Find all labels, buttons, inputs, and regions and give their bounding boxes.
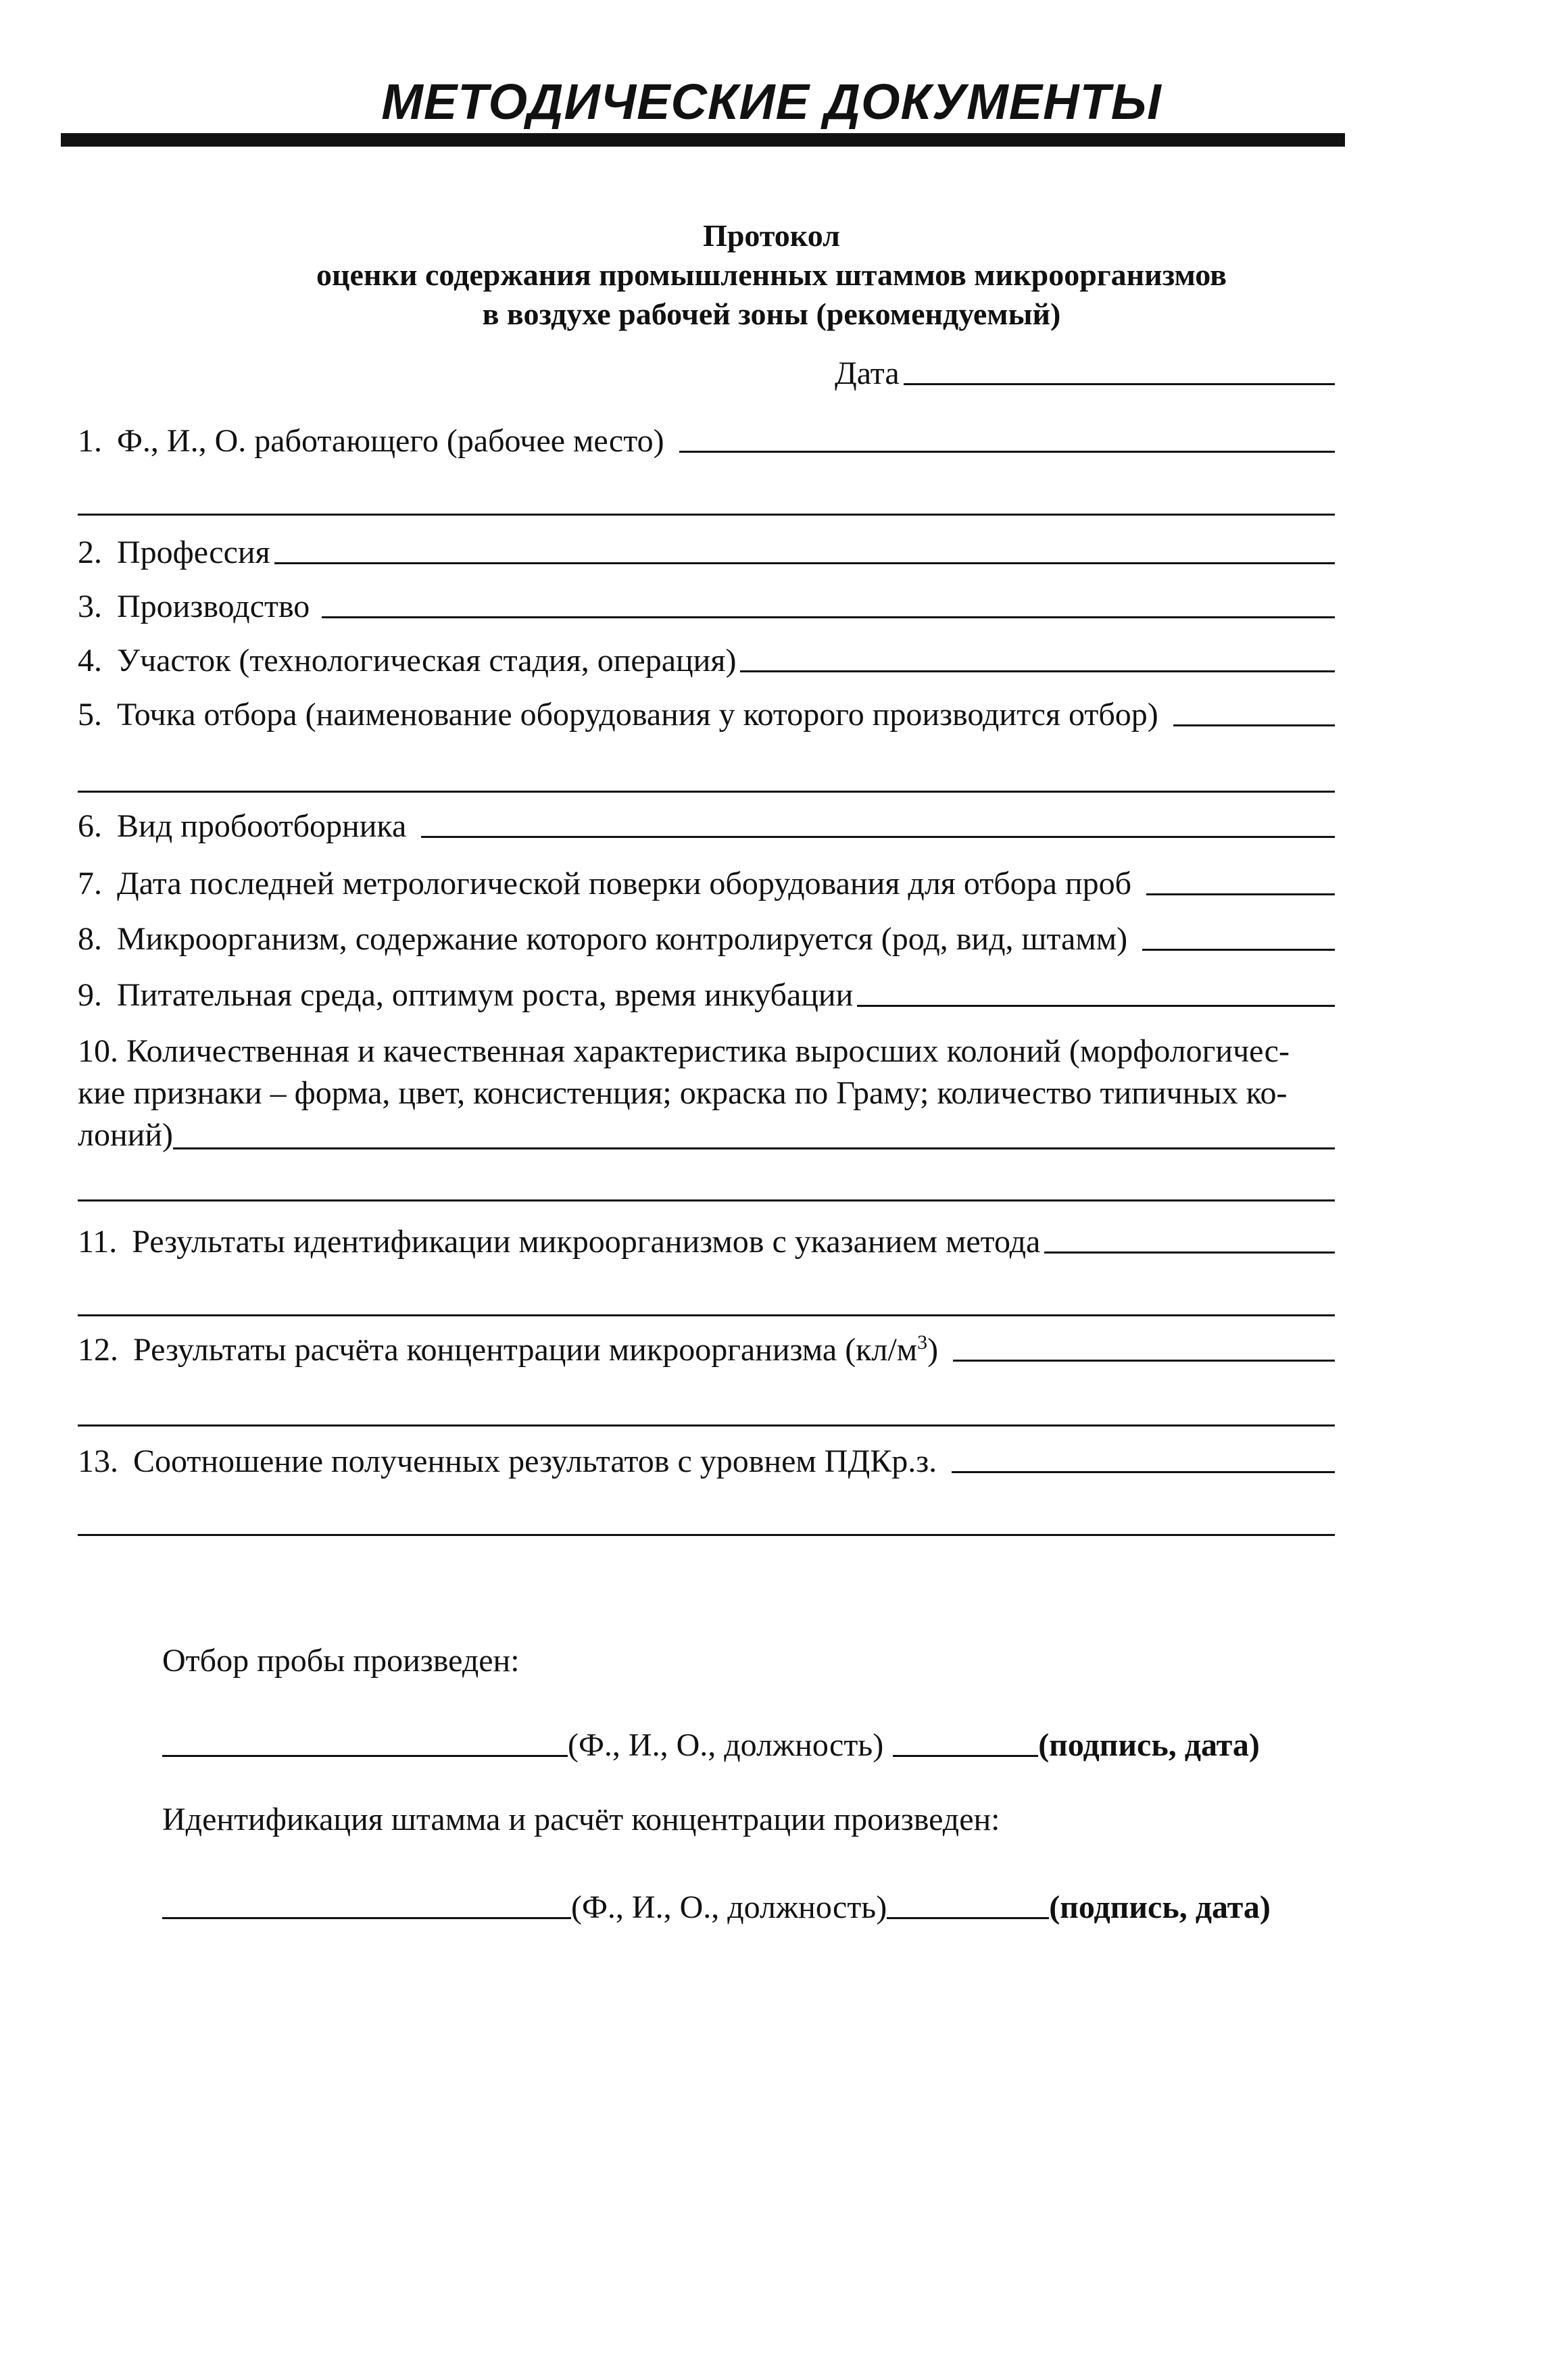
field-section[interactable] [78, 642, 1335, 679]
paragraph-line [78, 1031, 1335, 1072]
item-label: Питательная среда, оптимум роста, время инкубации [117, 977, 854, 1013]
item-number: 13. [78, 1443, 118, 1479]
date-label: Дата [835, 355, 900, 391]
item-label: Профессия [117, 535, 270, 570]
name-blank[interactable] [162, 1755, 568, 1757]
item-blank[interactable] [857, 1005, 1335, 1007]
identification-signature-row[interactable] [162, 1889, 1338, 1926]
item-label: Вид пробоотборника [117, 808, 407, 844]
item-label: Участок (технологическая стадия, операция) [117, 643, 737, 678]
date-blank[interactable] [904, 383, 1335, 385]
field-microorganism[interactable] [78, 920, 1335, 958]
protocol-title [0, 216, 1543, 334]
item-number: 4. [78, 643, 102, 678]
item-blank[interactable] [1142, 949, 1335, 951]
sampling-signature-row[interactable] [162, 1727, 1338, 1764]
field-production[interactable] [78, 588, 1335, 625]
continuation-line[interactable] [78, 1424, 1335, 1427]
item-blank[interactable] [421, 836, 1335, 838]
item-label: Результаты идентификации микроорганизмов с указанием метода [132, 1224, 1041, 1260]
continuation-line[interactable] [78, 791, 1335, 793]
sampling-performed-label: Отбор пробы произведен: [162, 1643, 520, 1679]
item-number: 1. [78, 423, 102, 459]
field-colony-characteristics[interactable] [78, 1031, 1335, 1156]
continuation-line[interactable] [78, 1534, 1335, 1536]
signature-date-caption: (подпись, дата) [1038, 1727, 1260, 1763]
item-number: 6. [78, 808, 102, 844]
continuation-line[interactable] [78, 1199, 1335, 1201]
item-number: 5. [78, 697, 102, 733]
field-sampler-type[interactable] [78, 808, 1335, 845]
paragraph-line [78, 1114, 1335, 1156]
item-number: 9. [78, 977, 102, 1013]
item-number: 8. [78, 921, 102, 957]
item-number: 11. [78, 1224, 118, 1260]
field-worker-name[interactable] [78, 422, 1335, 460]
item-blank[interactable] [952, 1471, 1335, 1473]
field-verification-date[interactable] [78, 865, 1335, 902]
item-number: 3. [78, 589, 102, 624]
item-number: 7. [78, 866, 102, 901]
field-pdk-ratio[interactable] [78, 1443, 1335, 1480]
item-label: Соотношение полученных результатов с уровнем ПДКр.з. [133, 1443, 937, 1479]
superscript-exponent: 3 [917, 1331, 928, 1354]
continuation-line[interactable] [78, 514, 1335, 516]
item-label-end: ) [927, 1332, 939, 1368]
name-blank[interactable] [162, 1917, 571, 1919]
item-blank[interactable] [1044, 1251, 1335, 1254]
item-blank[interactable] [322, 616, 1335, 618]
item-blank[interactable] [173, 1147, 1335, 1149]
item-label: Дата последней метрологической поверки оборудования для отбора проб [117, 866, 1132, 901]
paragraph-line [78, 1072, 1335, 1114]
item-label: кие признаки – форма, цвет, консистенция; окраска по Граму; количество типичных ко- [78, 1075, 1288, 1111]
item-number: 12. [78, 1332, 118, 1368]
signature-blank[interactable] [887, 1917, 1049, 1919]
header-rule [61, 133, 1345, 147]
date-field[interactable] [835, 355, 1335, 392]
name-position-caption: (Ф., И., О., должность) [571, 1889, 887, 1925]
header-title: МЕТОДИЧЕСКИЕ ДОКУМЕНТЫ [381, 74, 1162, 130]
item-blank[interactable] [679, 451, 1335, 453]
signature-blank[interactable] [893, 1755, 1038, 1757]
signature-date-caption: (подпись, дата) [1049, 1889, 1271, 1925]
protocol-title-line: в воздухе рабочей зоны (рекомендуемый) [482, 297, 1061, 331]
item-label: Количественная и качественная характеристика выросших колоний (морфологичес- [126, 1033, 1290, 1069]
field-identification-results[interactable] [78, 1223, 1335, 1260]
item-label: Ф., И., О. работающего (рабочее место) [117, 423, 664, 459]
item-label [133, 1331, 938, 1368]
field-sampling-point[interactable] [78, 696, 1335, 733]
item-label: Точка отбора (наименование оборудования у которого производится отбор) [117, 697, 1158, 733]
protocol-title-line: оценки содержания промышленных штаммов микроорганизмов [316, 257, 1227, 292]
item-label: Производство [117, 589, 310, 624]
item-blank[interactable] [1146, 893, 1335, 895]
item-label: лоний) [78, 1117, 173, 1153]
item-blank[interactable] [274, 562, 1335, 564]
item-blank[interactable] [953, 1360, 1335, 1362]
identification-performed-label: Идентификация штамма и расчёт концентрации произведен: [162, 1802, 1000, 1837]
item-blank[interactable] [740, 670, 1335, 672]
field-profession[interactable] [78, 534, 1335, 571]
item-number: 2. [78, 535, 102, 570]
item-label-text: Результаты расчёта концентрации микроорганизма (кл/м [133, 1332, 918, 1368]
continuation-line[interactable] [78, 1314, 1335, 1316]
item-blank[interactable] [1173, 724, 1335, 726]
name-position-caption: (Ф., И., О., должность) [568, 1727, 884, 1763]
field-concentration-results[interactable] [78, 1331, 1335, 1368]
protocol-title-line: Протокол [703, 218, 840, 253]
item-number: 10. [78, 1033, 118, 1069]
field-nutrient-medium[interactable] [78, 976, 1335, 1014]
item-label: Микроорганизм, содержание которого контролируется (род, вид, штамм) [117, 921, 1128, 957]
